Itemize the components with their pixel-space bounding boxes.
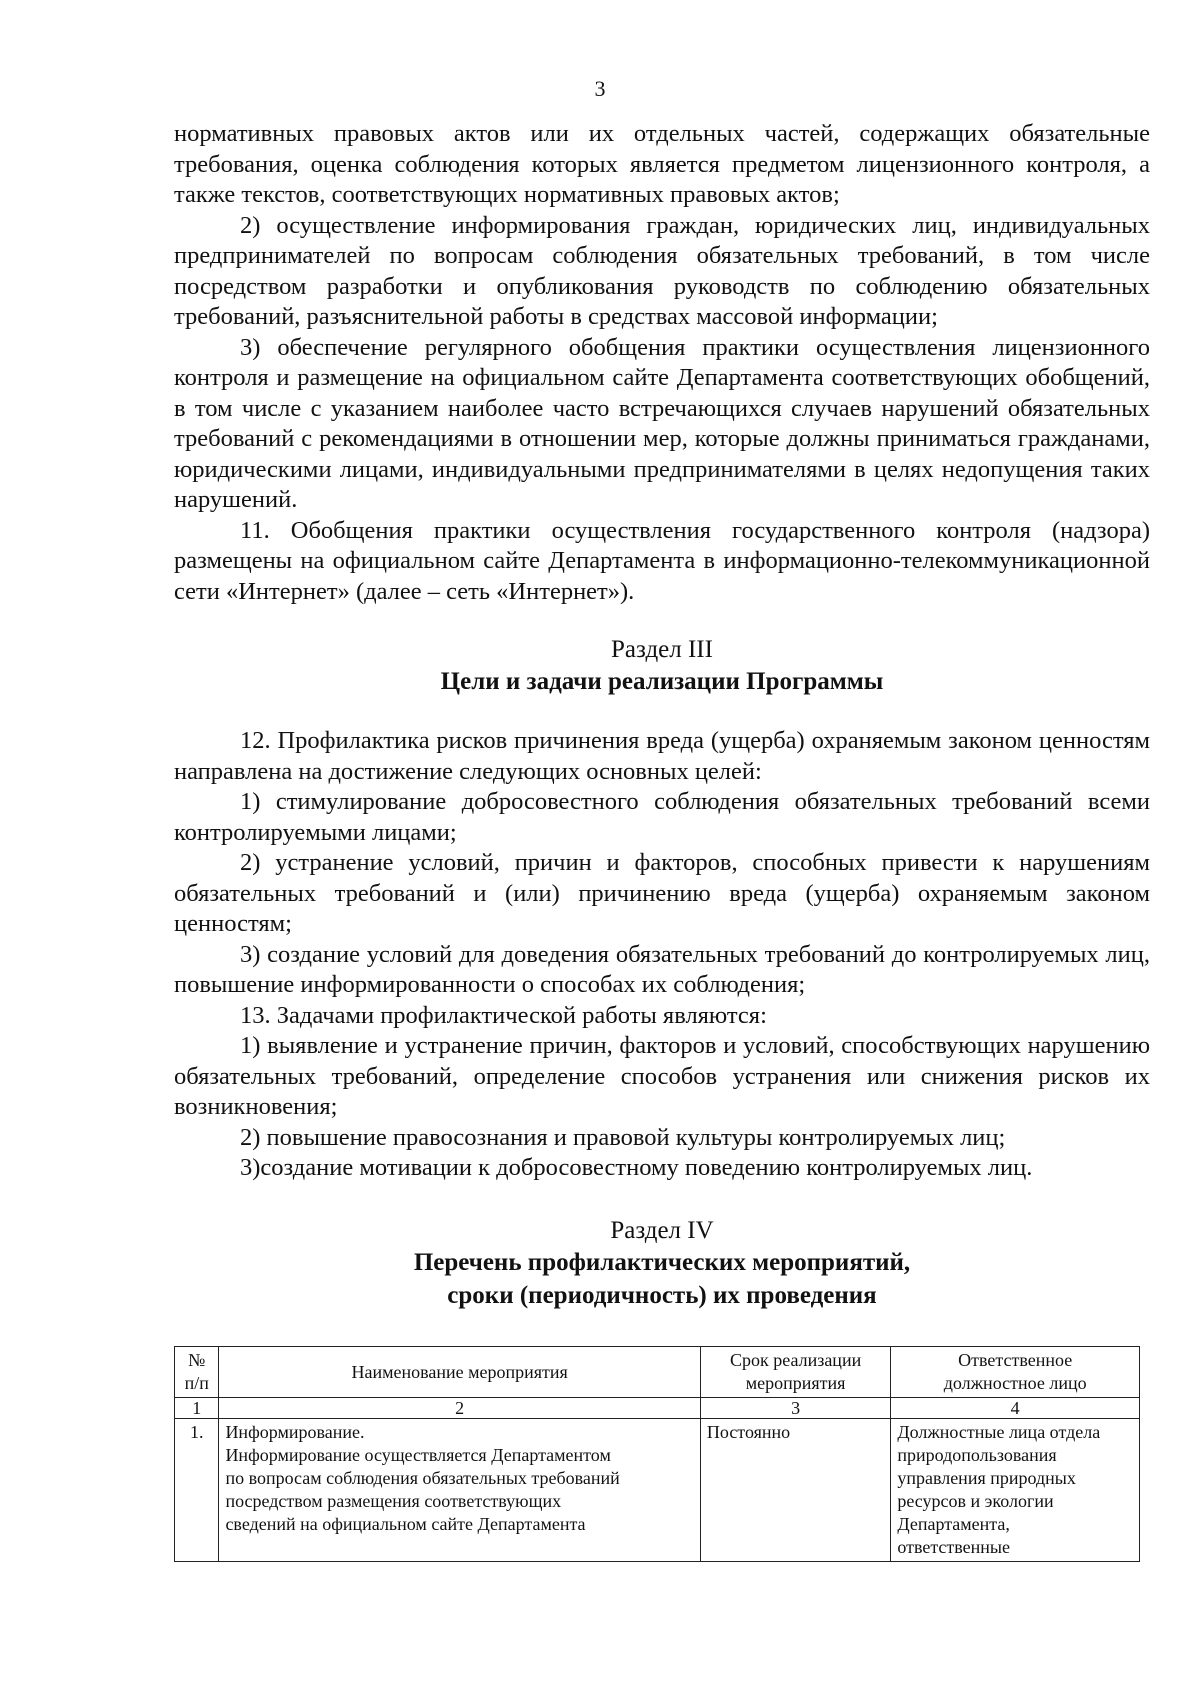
paragraph: 13. Задачами профилактической работы являются: — [240, 1001, 767, 1029]
paragraph: 1) выявление и устранение причин, факторов и условий, способствующих нарушению обязательных требований, определение способов устранения или снижения рисков их возникновения; — [174, 1032, 1150, 1120]
paragraph: 11. Обобщения практики осуществления государственного контроля (надзора) размещены на официальном сайте Департамента в информационно-телекоммуникационной сети «Интернет» (далее – сеть «Интернет»). — [174, 516, 1150, 605]
section-4-label: Раздел IV — [610, 1216, 714, 1244]
section-3-title: Цели и задачи реализации Программы — [440, 668, 884, 695]
column-number: 1 — [175, 1398, 219, 1419]
measures-table — [174, 1346, 1140, 1562]
table-row — [175, 1419, 1140, 1562]
page-number: 3 — [594, 76, 606, 101]
paragraph-continuation: нормативных правовых актов или их отдельных частей, содержащих обязательные требования, оценка соблюдения которых является предметом лицензионного контроля, а также текстов, соответствующих нормативных правовых актов; — [174, 120, 1150, 208]
section-4-title-line-2: сроки (периодичность) их проведения — [447, 1281, 877, 1309]
paragraph: 3) создание условий для доведения обязательных требований до контролируемых лиц, повышение информированности о способах их соблюдения; — [174, 940, 1150, 998]
row-responsible: Должностные лица отдела природопользования управления природных ресурсов и экологии Департамента, ответственные — [891, 1419, 1140, 1562]
paragraph: 1) стимулирование добросовестного соблюдения обязательных требований всеми контролируемыми лицами; — [174, 788, 1150, 846]
paragraph: 12. Профилактика рисков причинения вреда (ущерба) охраняемым законом ценностям направлена на достижение следующих основных целей: — [174, 727, 1150, 785]
paragraph: 2) повышение правосознания и правовой культуры контролируемых лиц; — [240, 1123, 1006, 1151]
section-4-title-line-1: Перечень профилактических мероприятий, — [413, 1248, 911, 1276]
table-header-row — [175, 1347, 1140, 1398]
section-3-label: Раздел III — [611, 636, 713, 663]
header-number: № п/п — [175, 1347, 219, 1398]
column-number: 3 — [700, 1398, 890, 1419]
column-number: 4 — [891, 1398, 1140, 1419]
row-number: 1. — [175, 1419, 219, 1562]
column-number: 2 — [219, 1398, 700, 1419]
column-number-row — [175, 1398, 1140, 1419]
row-measure-name: Информирование. Информирование осуществляется Департаментом по вопросам соблюдения обязательных требований посредством размещения соответствующих сведений на официальном сайте Департамента — [219, 1419, 700, 1562]
header-measure-name: Наименование мероприятия — [219, 1347, 700, 1398]
header-responsible: Ответственное должностное лицо — [891, 1347, 1140, 1398]
paragraph: 3) обеспечение регулярного обобщения практики осуществления лицензионного контроля и размещение на официальном сайте Департамента соответствующих обобщений, в том числе с указанием наиболее часто встречающихся случаев нарушений обязательных требований с рекомендациями в отношении мер, которые должны приниматься гражданами, юридическими лицами, индивидуальными предпринимателями в целях недопущения таких нарушений. — [174, 333, 1150, 513]
row-term: Постоянно — [700, 1419, 890, 1562]
header-term: Срок реализации мероприятия — [700, 1347, 890, 1398]
document-body — [174, 119, 1150, 1312]
paragraph: 3)создание мотивации к добросовестному поведению контролируемых лиц. — [240, 1154, 1033, 1181]
paragraph: 2) осуществление информирования граждан, юридических лиц, индивидуальных предпринимателей по вопросам соблюдения обязательных требований, в том числе посредством разработки и опубликования руководств по соблюдению обязательных требований, разъяснительной работы в средствах массовой информации; — [174, 211, 1150, 330]
paragraph: 2) устранение условий, причин и факторов, способных привести к нарушениям обязательных требований и (или) причинению вреда (ущерба) охраняемым законом ценностям; — [174, 849, 1150, 937]
